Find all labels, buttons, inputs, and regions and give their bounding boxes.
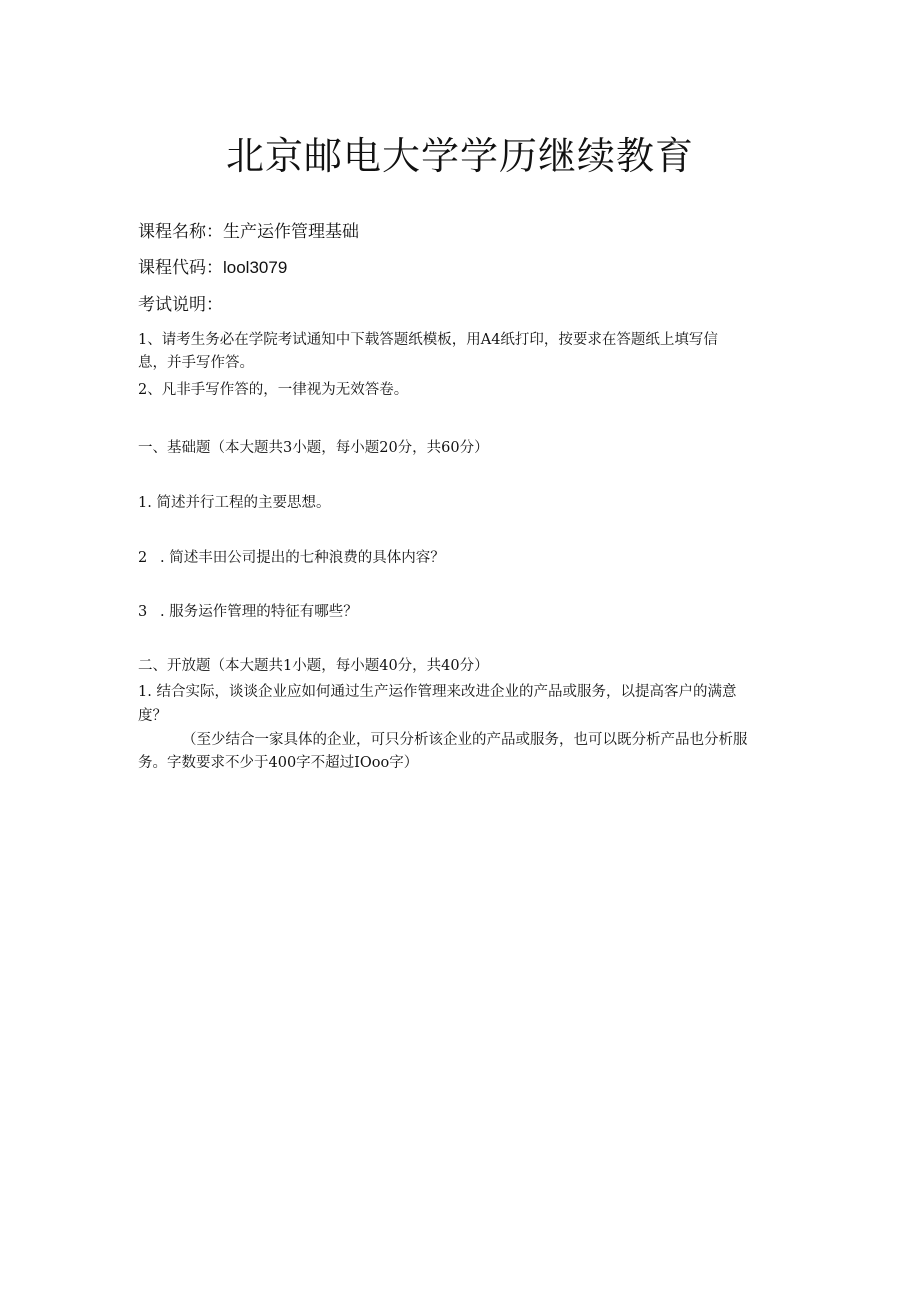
course-name-value: 生产运作管理基础 xyxy=(223,222,359,242)
course-code-label: 课程代码： xyxy=(138,258,223,278)
section-2-question-1-line-2: 度？ xyxy=(138,708,167,724)
section-1-question-2 xyxy=(138,547,445,569)
course-name-label: 课程名称： xyxy=(138,222,223,242)
question-text: . 服务运作管理的特征有哪些？ xyxy=(160,604,358,620)
course-code-value: lool3079 xyxy=(223,258,288,277)
section-2-note-line-1: （至少结合一家具体的企业，可只分析该企业的产品或服务，也可以既分析产品也分析服 xyxy=(182,732,748,748)
instruction-item-1-line-2: 息，并手写作答。 xyxy=(138,355,254,371)
instruction-item-2: 2、凡非手写作答的，一律视为无效答卷。 xyxy=(138,382,409,398)
section-1-question-3 xyxy=(138,601,358,623)
section-1-heading: 一、基础题（本大题共3小题，每小题20分，共60分） xyxy=(138,440,489,456)
instructions-heading: 考试说明： xyxy=(138,295,223,315)
section-1-question-1: 1. 简述并行工程的主要思想。 xyxy=(138,495,331,511)
question-number: 2 xyxy=(138,550,148,566)
question-text: . 简述丰田公司提出的七种浪费的具体内容？ xyxy=(160,550,445,566)
page-title: 北京邮电大学学历继续教育 xyxy=(225,134,694,178)
section-2-question-1-line-1: 1. 结合实际，谈谈企业应如何通过生产运作管理来改进企业的产品或服务，以提高客户的满意 xyxy=(138,684,737,700)
section-2-heading: 二、开放题（本大题共1小题，每小题40分，共40分） xyxy=(138,658,489,674)
instruction-item-1-line-1: 1、请考生务必在学院考试通知中下载答题纸模板，用A4纸打印，按要求在答题纸上填写信 xyxy=(138,332,718,348)
question-number: 3 xyxy=(138,604,148,620)
course-name-row xyxy=(138,219,359,245)
section-2-note-line-2: 务。字数要求不少于400字不超过IOoo字） xyxy=(138,755,419,771)
course-code-row xyxy=(138,255,287,281)
